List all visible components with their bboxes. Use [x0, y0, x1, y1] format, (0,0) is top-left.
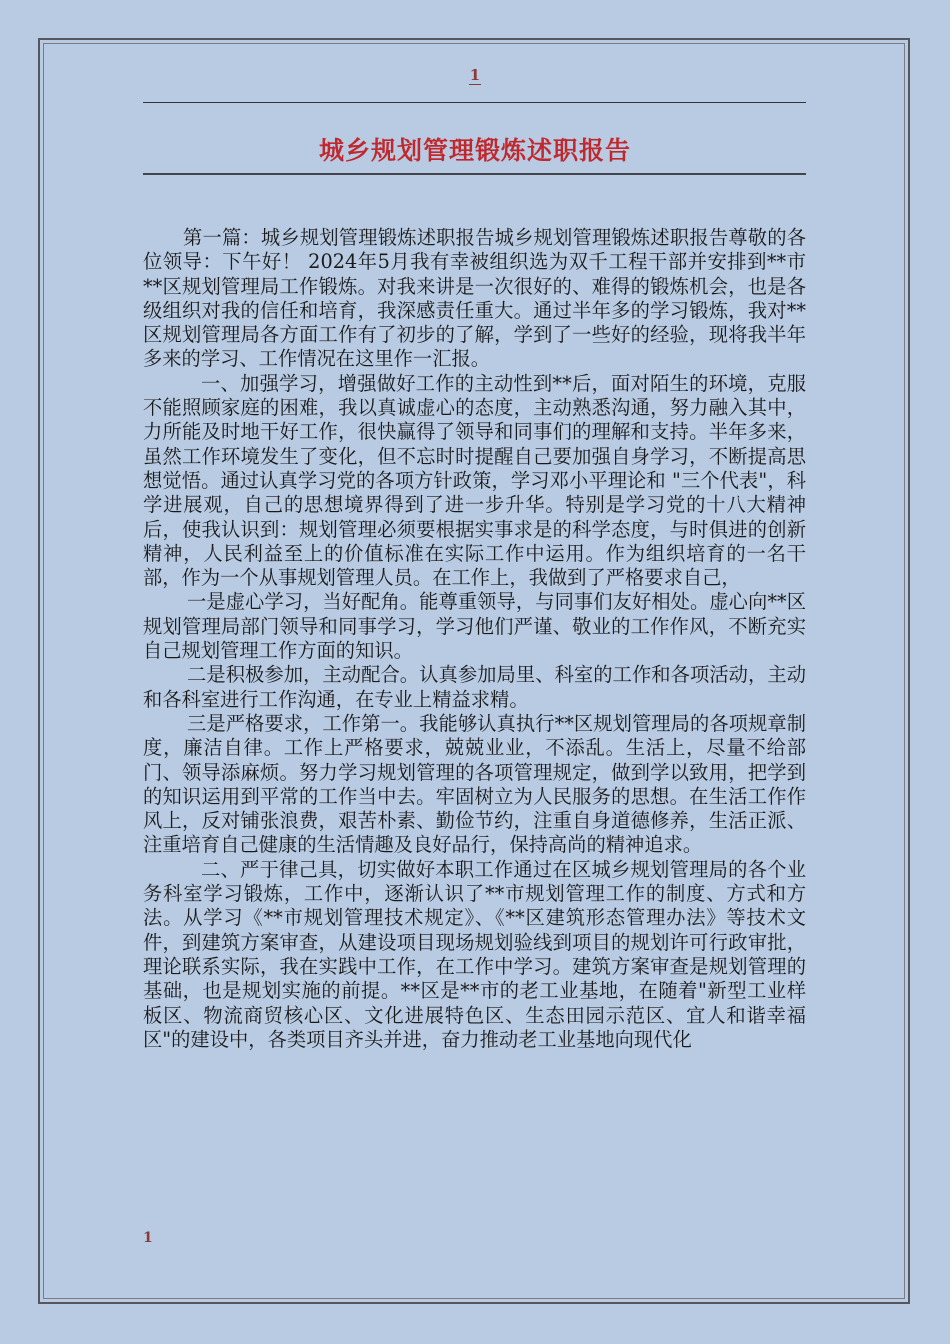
paragraph: 三是严格要求，工作第一。我能够认真执行**区规划管理局的各项规章制度，廉洁自律。工作上严格要求，兢兢业业，不添乱。生活上，尽量不给部门、领导添麻烦。努力学习规划管理的各项管理规定，做到学以致用，把学到的知识运用到平常的工作当中去。牢固树立为人民服务的思想。在生活工作作风上，反对铺张浪费，艰苦朴素、勤俭节约，注重自身道德修养，生活正派、注重培育自己健康的生活情趣及良好品行，保持高尚的精神追求。 [143, 711, 806, 857]
paragraph: 二是积极参加，主动配合。认真参加局里、科室的工作和各项活动，主动和各科室进行工作沟通，在专业上精益求精。 [143, 663, 806, 711]
document-body [143, 226, 806, 1052]
header-page-number [0, 66, 950, 84]
header-divider [143, 102, 806, 103]
paragraph: 一、加强学习，增强做好工作的主动性到**后，面对陌生的环境，克服不能照顾家庭的困难，我以真诚虚心的态度，主动熟悉沟通，努力融入其中，力所能及时地干好工作，很快赢得了领导和同事们的理解和支持。半年多来，虽然工作环境发生了变化，但不忘时时提醒自己要加强自身学习，不断提高思想觉悟。通过认真学习党的各项方针政策，学习邓小平理论和 "三个代表"，科学进展观，自己的思想境界得到了进一步升华。特别是学习党的十八大精神后，使我认识到：规划管理必须要根据实事求是的科学态度，与时俱进的创新精神，人民利益至上的价值标准在实际工作中运用。作为组织培育的一名干部，作为一个从事规划管理人员。在工作上，我做到了严格要求自己， [143, 371, 806, 590]
paragraph: 二、严于律己具，切实做好本职工作通过在区城乡规划管理局的各个业务科室学习锻炼，工作中，逐渐认识了**市规划管理工作的制度、方式和方法。从学习《**市规划管理技术规定》、《**区建筑形态管理办法》等技术文件，到建筑方案审查，从建设项目现场规划验线到项目的规划许可行政审批，理论联系实际，我在实践中工作，在工作中学习。建筑方案审查是规划管理的基础，也是规划实施的前提。**区是**市的老工业基地，在随着"新型工业样板区、物流商贸核心区、文化进展特色区、生态田园示范区、宜人和谐幸福区"的建设中，各类项目齐头并进，奋力推动老工业基地向现代化 [143, 857, 806, 1051]
title-divider [143, 173, 806, 175]
document-title: 城乡规划管理锻炼述职报告 [318, 136, 631, 165]
header-page-number-text: 1 [469, 66, 481, 84]
footer-page-number: 1 [143, 1230, 153, 1246]
paragraph: 一是虚心学习，当好配角。能尊重领导，与同事们友好相处。虚心向**区规划管理局部门领导和同事学习，学习他们严谨、敬业的工作作风，不断充实自己规划管理工作方面的知识。 [143, 590, 806, 663]
paragraph: 第一篇：城乡规划管理锻炼述职报告城乡规划管理锻炼述职报告尊敬的各位领导：下午好！ 2024年5月我有幸被组织选为双千工程干部并安排到**市**区规划管理局工作锻炼。对我来讲是一次很好的、难得的锻炼机会，也是各级组织对我的信任和培育，我深感责任重大。通过半年多的学习锻炼，我对**区规划管理局各方面工作有了初步的了解，学到了一些好的经验，现将我半年多来的学习、工作情况在这里作一汇报。 [143, 226, 806, 371]
